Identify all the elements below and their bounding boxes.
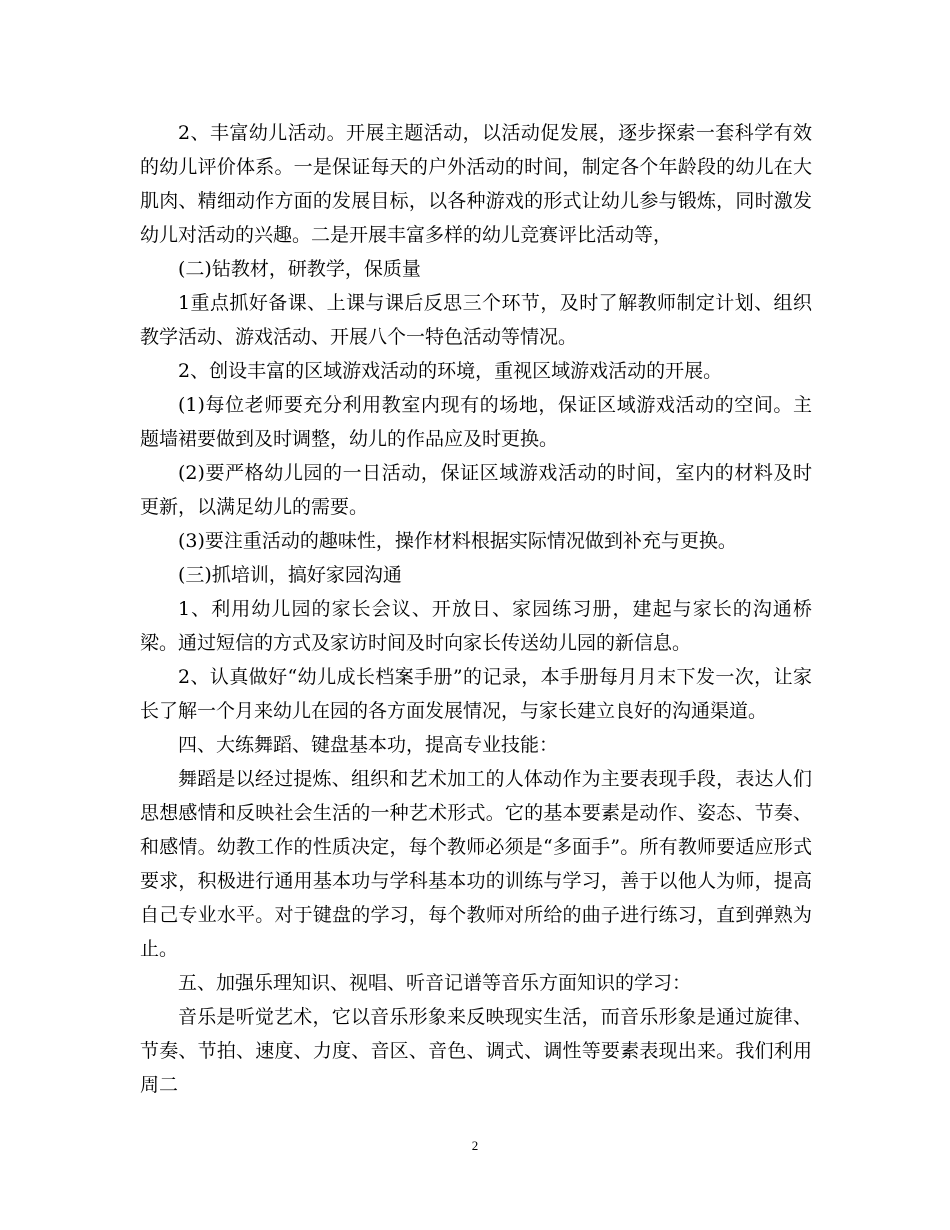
paragraph: 1重点抓好备课、上课与课后反思三个环节，及时了解教师制定计划、组织教学活动、游戏活动、开展八个一特色活动等情况。: [140, 292, 812, 348]
section-heading: (二)钻教材，研教学，保质量: [178, 258, 421, 280]
paragraph: 2、认真做好“幼儿成长档案手册”的记录，本手册每月月末下发一次，让家长了解一个月来幼儿在园的各方面发展情况，与家长建立良好的沟通渠道。: [140, 666, 812, 722]
paragraph: 2、丰富幼儿活动。开展主题活动，以活动促发展，逐步探索一套科学有效的幼儿评价体系。一是保证每天的户外活动的时间，制定各个年龄段的幼儿在大肌肉、精细动作方面的发展目标，以各种游戏的形式让幼儿参与锻炼，同时激发幼儿对活动的兴趣。二是开展丰富多样的幼儿竞赛评比活动等，: [140, 122, 812, 246]
section-heading: 四、大练舞蹈、键盘基本功，提高专业技能：: [178, 734, 559, 756]
section-heading: 五、加强乐理知识、视唱、听音记谱等音乐方面知识的学习：: [178, 972, 692, 994]
paragraph: 1、利用幼儿园的家长会议、开放日、家园练习册，建起与家长的沟通桥梁。通过短信的方式及家访时间及时向家长传送幼儿园的新信息。: [140, 598, 812, 654]
paragraph: 舞蹈是以经过提炼、组织和艺术加工的人体动作为主要表现手段，表达人们思想感情和反映社会生活的一种艺术形式。它的基本要素是动作、姿态、节奏、和感情。幼教工作的性质决定，每个教师必须是“多面手”。所有教师要适应形式要求，积极进行通用基本功与学科基本功的训练与学习，善于以他人为师，提高自己专业水平。对于键盘的学习，每个教师对所给的曲子进行练习，直到弹熟为止。: [140, 768, 812, 960]
paragraph: (2)要严格幼儿园的一日活动，保证区域游戏活动的时间，室内的材料及时更新，以满足幼儿的需要。: [140, 462, 812, 518]
paragraph: 音乐是听觉艺术，它以音乐形象来反映现实生活，而音乐形象是通过旋律、节奏、节拍、速度、力度、音区、音色、调式、调性等要素表现出来。我们利用周二: [140, 1006, 812, 1096]
section-heading: (三)抓培训，搞好家园沟通: [178, 564, 402, 586]
document-body: [140, 116, 812, 1102]
paragraph: (3)要注重活动的趣味性，操作材料根据实际情况做到补充与更换。: [178, 530, 737, 552]
page-number: 2: [471, 1138, 479, 1153]
paragraph: 2、创设丰富的区域游戏活动的环境，重视区域游戏活动的开展。: [178, 360, 723, 382]
paragraph: (1)每位老师要充分利用教室内现有的场地，保证区域游戏活动的空间。主题墙裙要做到及时调整，幼儿的作品应及时更换。: [140, 394, 812, 450]
